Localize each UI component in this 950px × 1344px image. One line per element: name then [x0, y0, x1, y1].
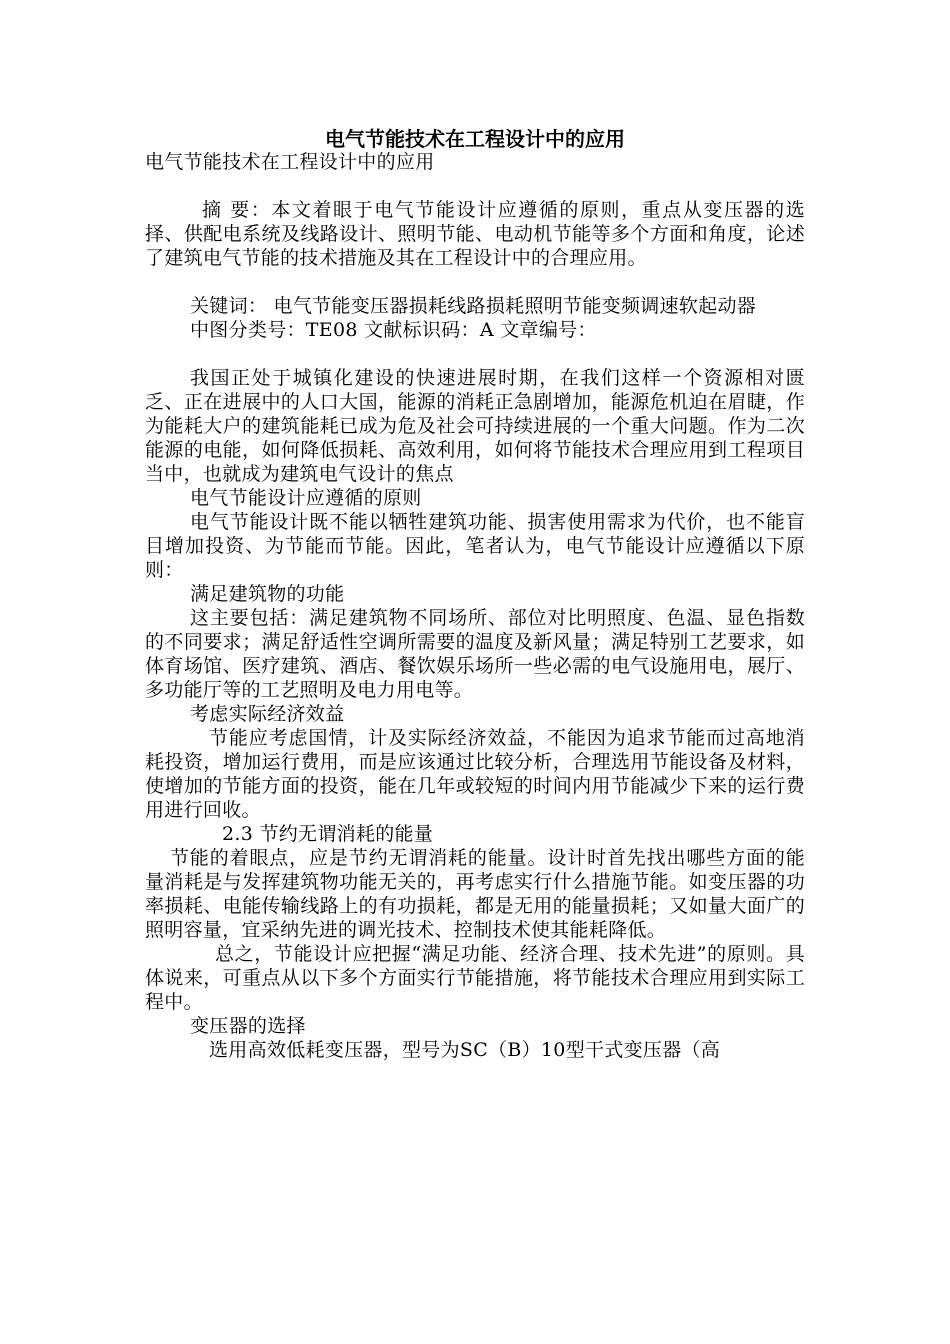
transformer-paragraph: 选用高效低耗变压器，型号为SC（B）10型干式变压器（高	[209, 1039, 721, 1061]
blank-line	[145, 174, 805, 198]
section-heading-principles: 电气节能设计应遵循的原则	[190, 487, 422, 509]
section-heading-economy: 考虑实际经济效益	[190, 703, 345, 725]
economy-paragraph: 节能应考虑国情，计及实际经济效益，不能因为追求节能而过高地消耗投资，增加运行费用，而是应该通过比较分析，合理选用节能设备及材料，使增加的节能方面的投资，能在几年或较短的时间内用节能减少下来的运行费用进行回收。	[145, 727, 805, 821]
principles-paragraph: 电气节能设计既不能以牺牲建筑功能、损害使用需求为代价，也不能盲目增加投资、为节能而节能。因此，笔者认为，电气节能设计应遵循以下原则：	[145, 511, 805, 581]
document-subtitle: 电气节能技术在工程设计中的应用	[145, 151, 435, 173]
keywords-paragraph: 关键词： 电气节能变压器损耗线路损耗照明节能变频调速软起动器	[190, 295, 757, 317]
blank-line	[145, 342, 805, 366]
abstract-paragraph: 摘 要：本文着眼于电气节能设计应遵循的原则，重点从变压器的选择、供配电系统及线路设计、照明节能、电动机节能等多个方面和角度，论述了建筑电气节能的技术措施及其在工程设计中的合理应用。	[145, 199, 805, 269]
section-heading-waste: 2.3 节约无谓消耗的能量	[222, 823, 434, 845]
summary-paragraph: 总之，节能设计应把握“满足功能、经济合理、技术先进”的原则。具体说来，可重点从以下多个方面实行节能措施，将节能技术合理应用到实际工程中。	[145, 943, 805, 1013]
document-title: 电气节能技术在工程设计中的应用	[325, 127, 625, 151]
document-body	[145, 150, 805, 1062]
waste-paragraph: 节能的着眼点，应是节约无谓消耗的能量。设计时首先找出哪些方面的能量消耗是与发挥建筑物功能无关的，再考虑实行什么措施节能。如变压器的功率损耗、电能传输线路上的有功损耗，都是无用的能量损耗；又如量大面广的照明容量，宜采纳先进的调光技术、控制技术使其能耗降低。	[145, 847, 805, 941]
section-heading-transformer: 变压器的选择	[190, 1015, 306, 1037]
section-heading-function: 满足建筑物的功能	[190, 583, 345, 605]
classification-line: 中图分类号：TE08 文献标识码：A 文章编号：	[190, 319, 597, 341]
function-paragraph: 这主要包括：满足建筑物不同场所、部位对比明照度、色温、显色指数的不同要求；满足舒适性空调所需要的温度及新风量；满足特别工艺要求，如体育场馆、医疗建筑、酒店、餐饮娱乐场所一些必需的电气设施用电，展厅、多功能厅等的工艺照明及电力用电等。	[145, 607, 805, 701]
blank-line	[145, 270, 805, 294]
intro-paragraph: 我国正处于城镇化建设的快速进展时期，在我们这样一个资源相对匮乏、正在进展中的人口大国，能源的消耗正急剧增加，能源危机迫在眉睫，作为能耗大户的建筑能耗已成为危及社会可持续进展的一个重大问题。作为二次能源的电能，如何降低损耗、高效利用，如何将节能技术合理应用到工程项目当中，也就成为建筑电气设计的焦点	[145, 367, 805, 485]
